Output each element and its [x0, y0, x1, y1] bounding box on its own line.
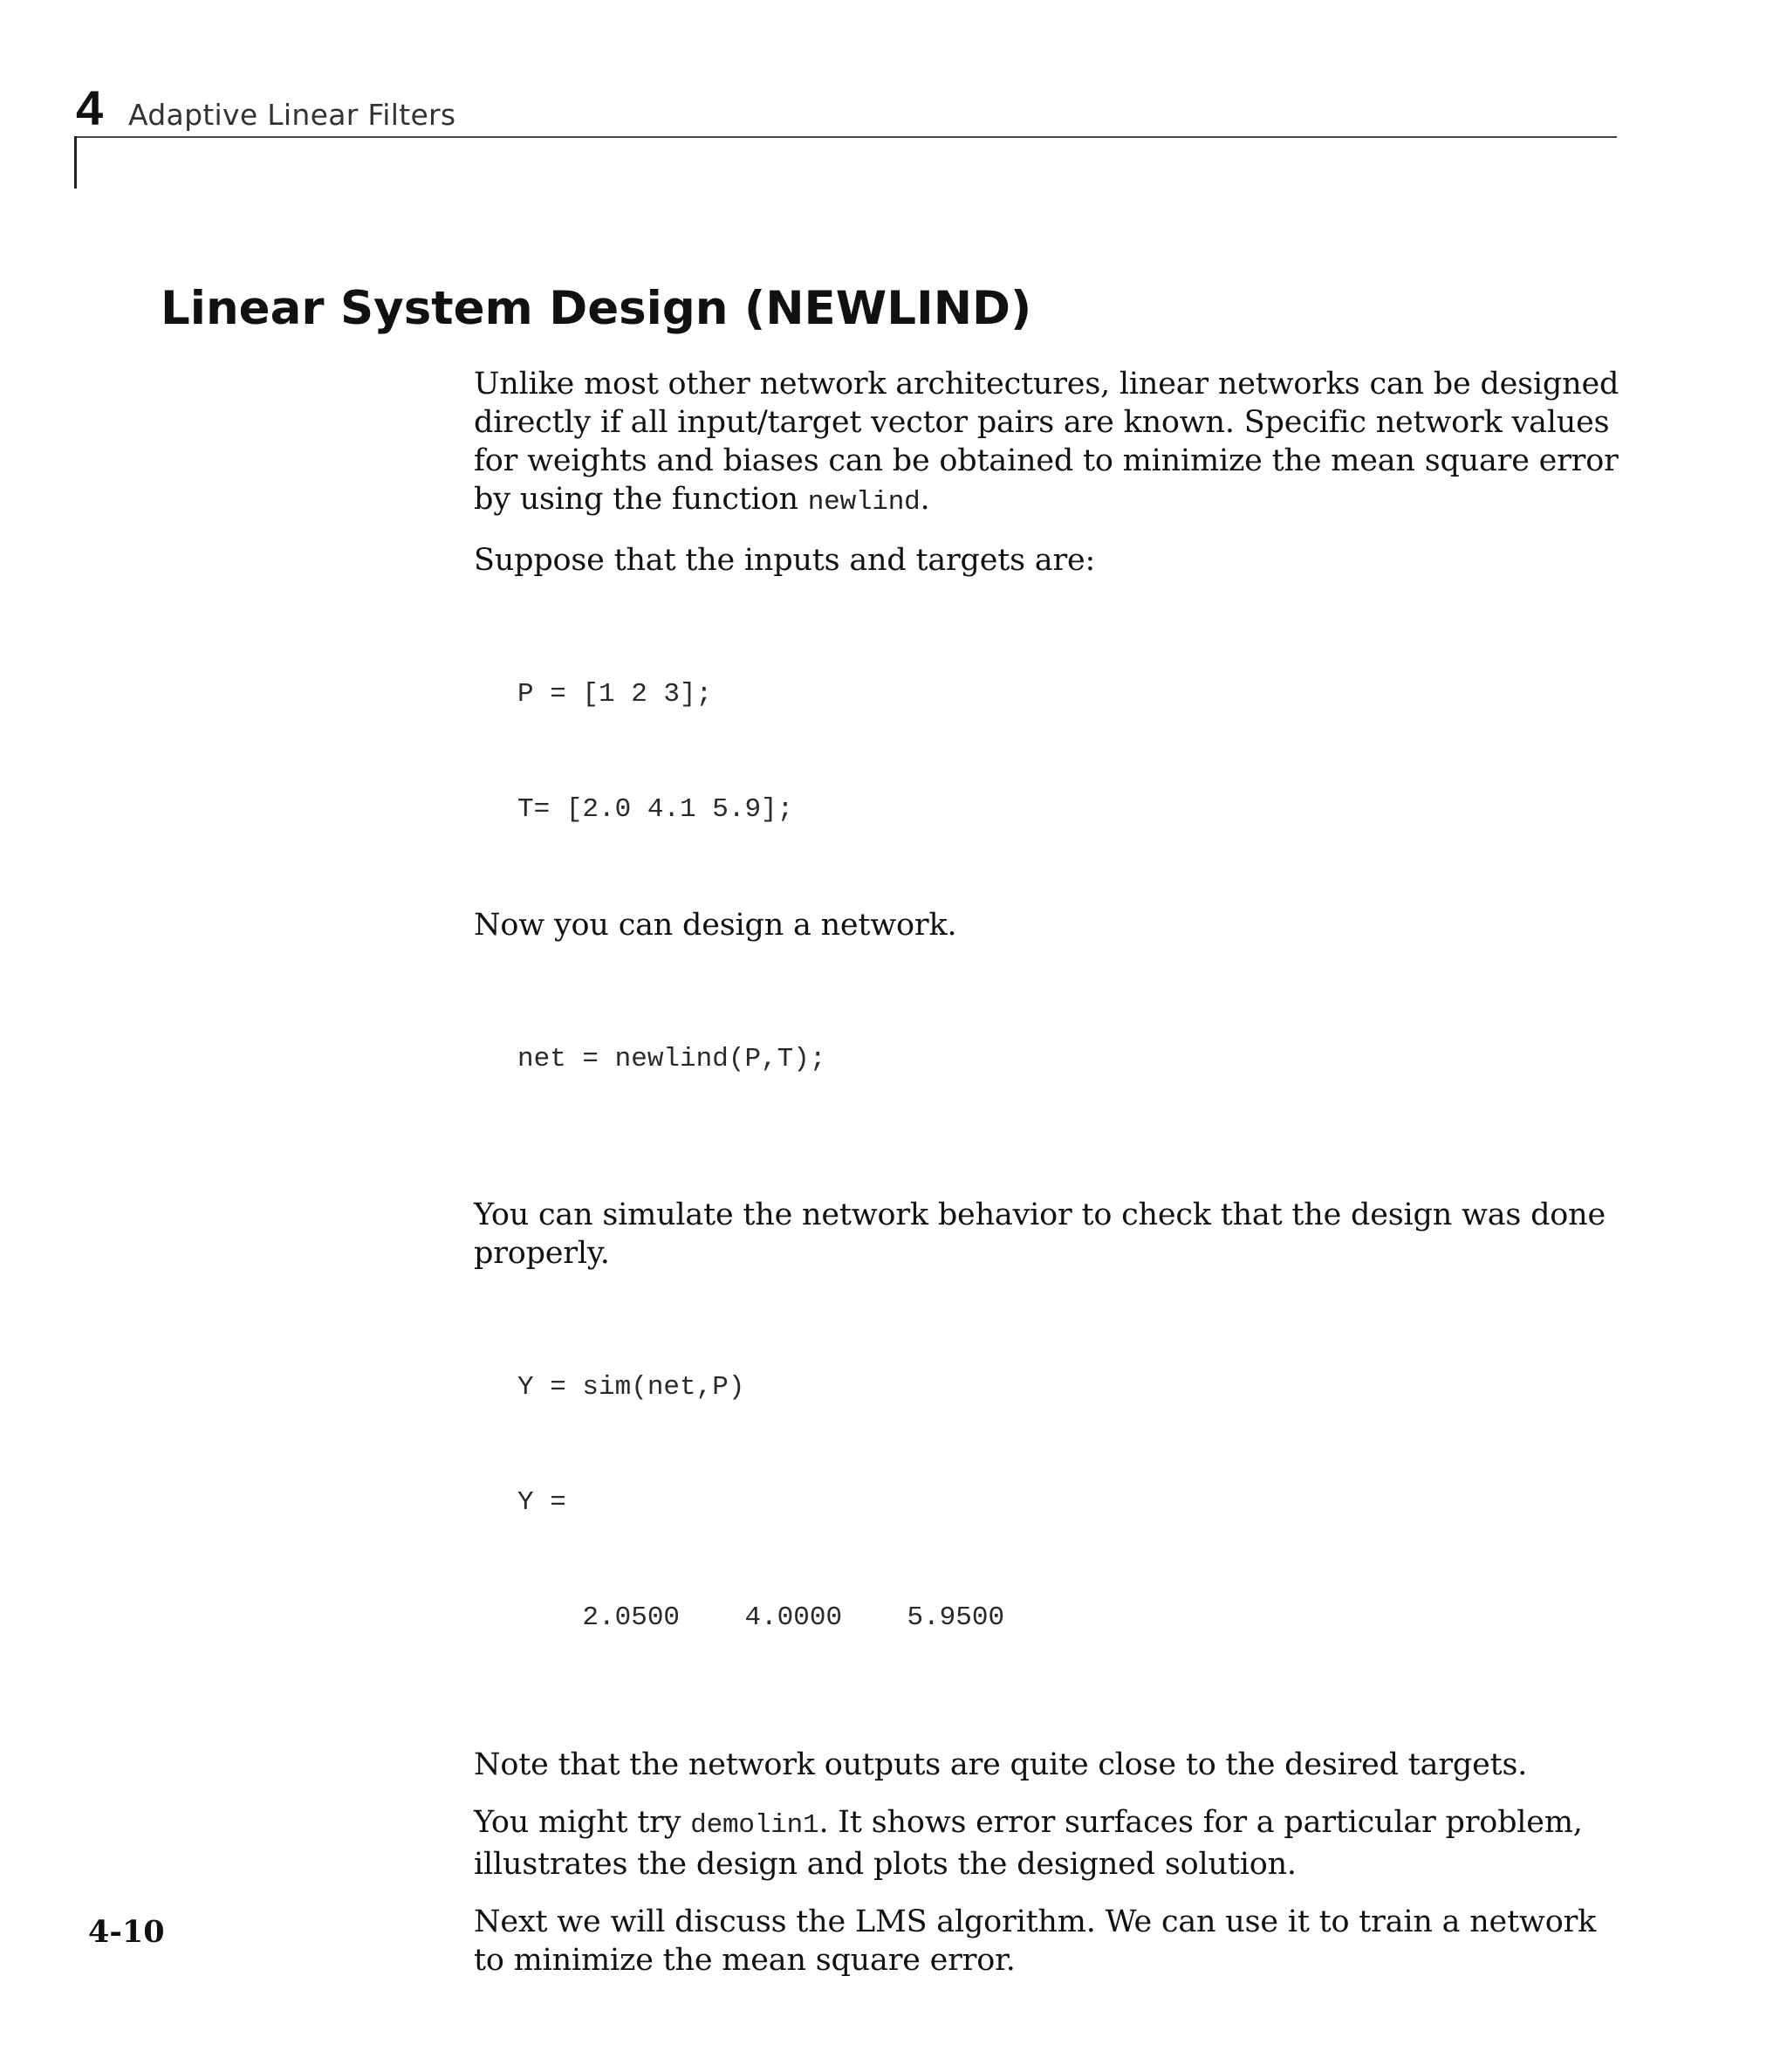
- note-paragraph: Note that the network outputs are quite close to the desired targets.: [474, 1747, 1528, 1782]
- design-paragraph: Now you can design a network.: [474, 908, 957, 943]
- section-title: Linear System Design (NEWLIND): [161, 282, 1032, 335]
- inline-code-newlind: newlind: [807, 487, 921, 518]
- header-margin-tick: [74, 136, 77, 189]
- code-line: net = newlind(P,T);: [517, 1044, 826, 1074]
- demo-text-start: You might try: [474, 1805, 691, 1840]
- code-block-inputs: [517, 599, 1626, 906]
- section-body: [474, 365, 1626, 1979]
- inline-code-demolin1: demolin1: [690, 1810, 819, 1841]
- inputs-targets-paragraph: Suppose that the inputs and targets are:: [474, 543, 1096, 578]
- header-rule: [76, 136, 1617, 138]
- intro-text-end: .: [920, 482, 930, 517]
- code-line: P = [1 2 3];: [517, 679, 713, 710]
- page-number: 4-10: [88, 1914, 165, 1950]
- code-line: Y = sim(net,P): [517, 1372, 745, 1403]
- code-line: Y =: [517, 1487, 566, 1518]
- page-header: [76, 80, 1617, 138]
- intro-text: Unlike most other network architectures, linear networks can be designed directly if all input/target vector pairs are known. Specific network values for weights and biases can be obtained to minimize the mean square error by using the function: [474, 367, 1619, 517]
- demo-text-end: . It shows error surfaces for a particular problem, illustrates the design and plots the designed solution.: [474, 1805, 1583, 1882]
- next-paragraph: Next we will discuss the LMS algorithm. We can use it to train a network to minimize the mean square error.: [474, 1904, 1597, 1978]
- chapter-number: 4: [76, 80, 104, 135]
- demo-paragraph: [474, 1803, 1626, 1883]
- simulate-paragraph: You can simulate the network behavior to check that the design was done properly.: [474, 1197, 1606, 1271]
- code-line: 2.0500 4.0000 5.9500: [517, 1602, 1005, 1633]
- code-block-simulate: [517, 1292, 1626, 1714]
- intro-paragraph: [474, 365, 1626, 522]
- code-line: T= [2.0 4.1 5.9];: [517, 794, 794, 825]
- code-block-design: [517, 964, 1626, 1156]
- chapter-title: Adaptive Linear Filters: [128, 98, 456, 132]
